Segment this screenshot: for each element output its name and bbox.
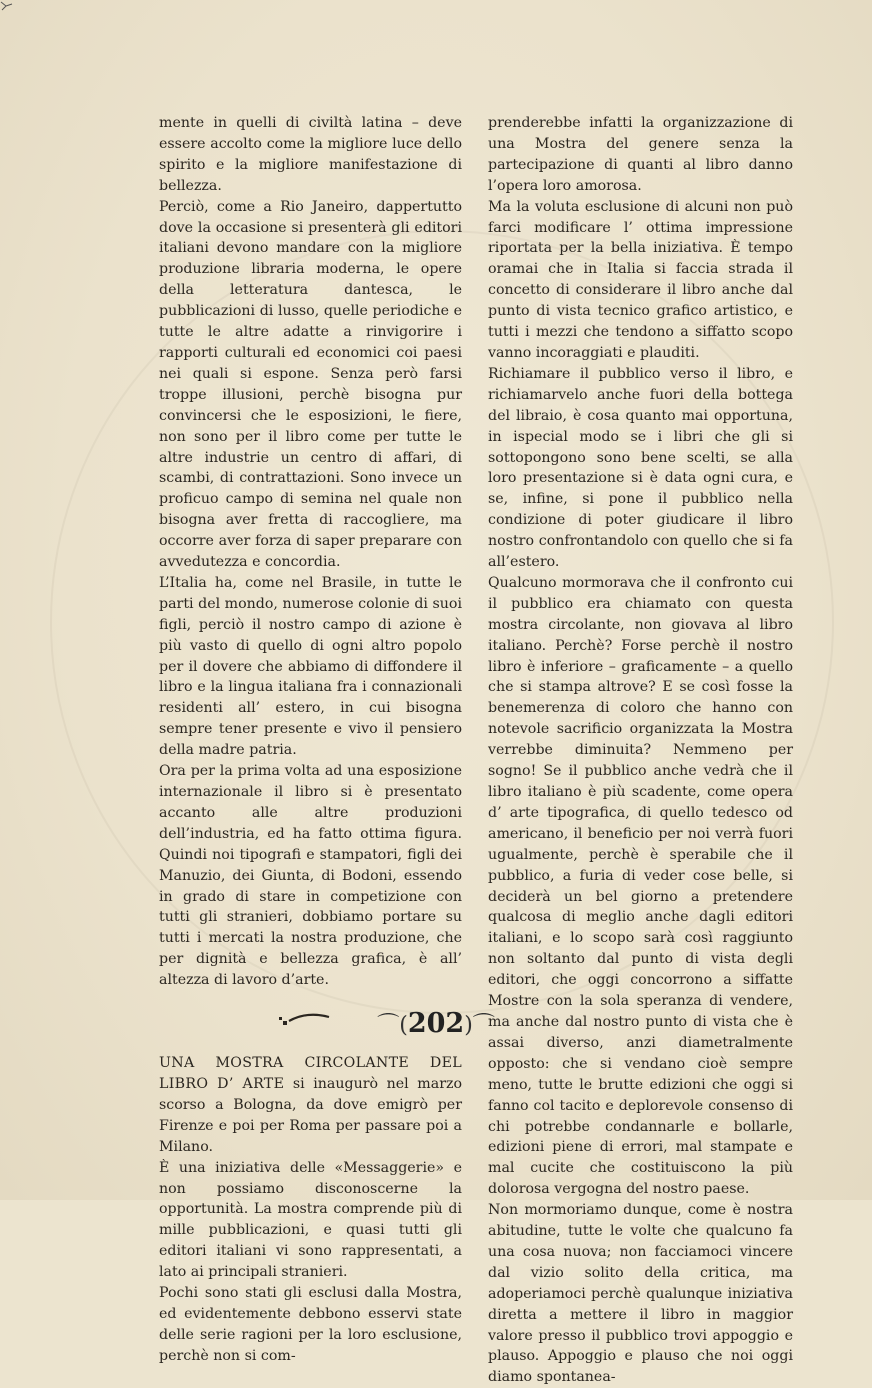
folio-left-flourish: ⌒( <box>377 1013 408 1038</box>
paragraph: L’Italia ha, come nel Brasile, in tutte le parti del mondo, numerose colonie di suoi figli, perciò il nostro campo di azione è più vasto di quello di ogni altro popolo per il dovere che abbiamo di diffondere il libro e la lingua italiana fra i connazionali residenti all’ estero, in cui bisogna sempre tener presente e vivo il pensiero della madre patria. <box>159 574 462 759</box>
page-number-value: 202 <box>407 1008 465 1039</box>
paragraph: Non mormoriamo dunque, come è nostra abitudine, tutte le volte che qualcuno fa una cosa nuova; non facciamoci vincere dal vizio solito della critica, ma adoperiamoci perchè qualunque iniziativa diretta a mettere il libro in maggior valore presso il pubblico trovi appoggio e plauso. Appoggio e plauso che noi oggi diamo spontanea- <box>488 1202 793 1386</box>
section-heading: UNA MOSTRA CIRCOLANTE DEL LIBRO D’ ARTE <box>159 1055 462 1092</box>
paragraph: Ora per la prima volta ad una esposizione internazionale il libro si è presentato accanto alle altre produzioni dell’industria, ed ha fatto ottima figura. Quindi noi tipografi e stampatori, figli dei Manuzio, dei Giunta, di Bodoni, essendo in grado di stare in competizione con tutti gli stranieri, dobbiamo portare su tutti i mercati la nostra produzione, che per dignità e bellezza grafica, è all’ altezza di lavoro d’arte. <box>159 763 462 989</box>
section-heading-rest: si inaugurò nel marzo scorso a Bologna, da dove emigrò per Firenze e poi per Roma per passare poi a Milano. <box>159 1075 462 1155</box>
page-number <box>0 1008 872 1039</box>
corner-mark-icon <box>0 0 14 12</box>
paragraph: È una iniziativa delle «Messaggerie» e non possiamo disconoscerne la opportunità. La mostra comprende più di mille pubblicazioni, e quasi tutti gli editori italiani vi sono rappresentati, a lato ai principali stranieri. <box>159 1159 462 1281</box>
paragraph: mente in quelli di civiltà latina – deve essere accolto come la migliore luce dello spirito e la migliore manifestazione di bellezza. <box>159 115 462 194</box>
left-column <box>159 113 465 1367</box>
paragraph: prenderebbe infatti la organizzazione di una Mostra del genere senza la partecipazione di quanti al libro danno l’opera loro amorosa. <box>488 115 793 194</box>
folio-right-flourish: )⌒ <box>464 1013 495 1038</box>
section-heading-paragraph <box>159 1053 462 1158</box>
right-column <box>488 113 793 1388</box>
paragraph: Ma la voluta esclusione di alcuni non può farci modificare l’ ottima impressione riportata per la bella iniziativa. È tempo oramai che in Italia si faccia strada il concetto di considerare il libro anche dal punto di vista tecnico grafico artistico, e tutti i mezzi che tendono a siffatto scopo vanno incoraggiati e plauditi. <box>488 198 793 361</box>
paragraph: Richiamare il pubblico verso il libro, e richiamarvelo anche fuori della bottega del libraio, è cosa quanto mai opportuna, in ispecial modo se i libri che gli si sottopongono sono bene scelti, se alla loro presentazione si è data ogni cura, e se, infine, si pone il pubblico nella condizione di poter giudicare il libro nostro confrontandolo con quello che si fa all’estero. <box>488 365 793 571</box>
paragraph: Perciò, come a Rio Janeiro, dappertutto dove la occasione si presenterà gli editori italiani devono mandare con la migliore produzione libraria moderna, le opere della letteratura dantesca, le pubblicazioni di lusso, quelle periodiche e tutte le altre adatte a rinvigorire i rapporti culturali ed economici coi paesi nei quali si espone. Senza però farsi troppe illusioni, perchè bisogna pur convincersi che le esposizioni, le fiere, non sono per il libro come per tutte le altre industrie un centro di affari, di scambi, di contrattazioni. Sono invece un proficuo campo di semina nel quale non bisogna aver fretta di raccogliere, ma occorre aver forza di saper preparare con avvedutezza e concordia. <box>159 198 462 571</box>
paragraph: Pochi sono stati gli esclusi dalla Mostra, ed evidentemente debbono esservi state delle serie ragioni per la loro esclusione, perchè non si com- <box>159 1285 462 1364</box>
paragraph: Qualcuno mormorava che il confronto cui il pubblico era chiamato con questa mostra circolante, non giovava al libro italiano. Perchè? Forse perchè il nostro libro è inferiore – graficamente – a quello che si stampa altrove? E se così fosse la benemerenza di coloro che hanno con notevole sacrificio organizzata la Mostra verrebbe diminuita? Nemmeno per sogno! Se il pubblico anche vedrà che il libro italiano è più scadente, come opera d’ arte tipografica, di quello tedesco od americano, il beneficio per noi verrà fuori ugualmente, perchè è sperabile che il pubblico, a furia di veder cose belle, si deciderà un bel giorno a pretendere qualcosa di meglio anche dagli editori italiani, e lo scopo sarà così raggiunto non soltanto dal punto di vista degli editori, che oggi concorrono a siffatte Mostre con la sola speranza di vendere, ma anche dal nostro punto di vista che è assai diverso, anzi diametralmente opposto: che si vendano cioè sempre meno, tutte le brutte edizioni che oggi si fanno col tacito e deplorevole consenso di chi potrebbe condannarle e bollarle, edizioni piene di errori, mal stampate e mal cucite che costituiscono la più dolorosa vergogna del nostro paese. <box>488 574 793 1198</box>
